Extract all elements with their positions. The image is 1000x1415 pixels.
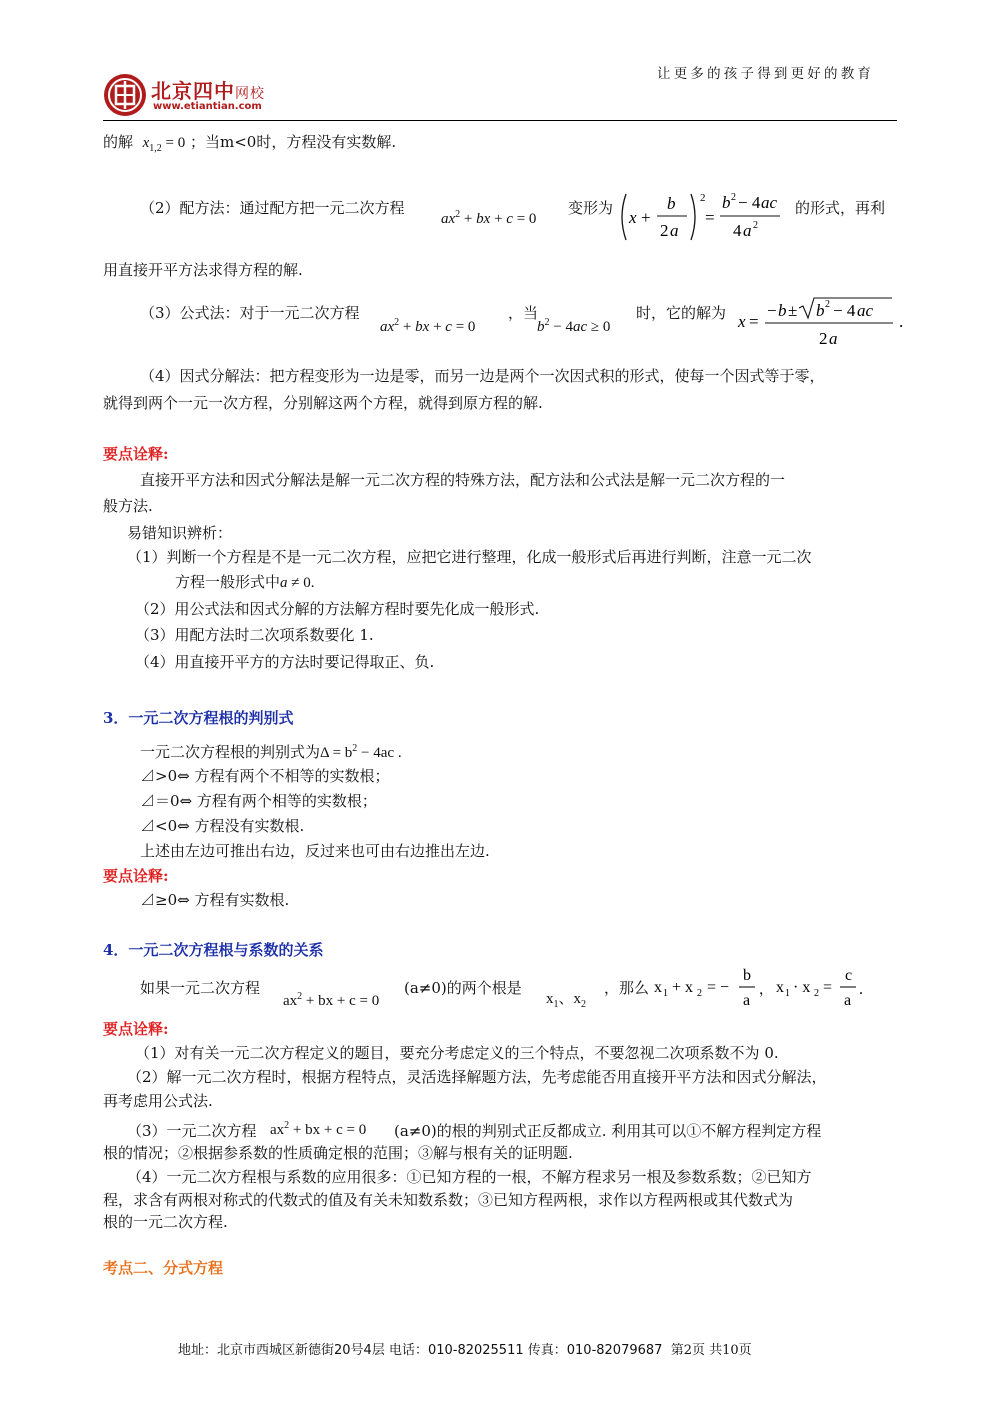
svg-text:2: 2 — [814, 988, 819, 999]
svg-text:− 4: − 4 — [738, 193, 761, 212]
paragraph-4-line1: （4）因式分解法：把方程变形为一边是零，而另一边是两个一次因式积的形式，使每一个因式等于零， — [140, 367, 825, 385]
svg-text:x: x — [776, 979, 784, 996]
note-title-3: 要点诠释: — [103, 1020, 169, 1038]
discriminant-condition: $b^2 - 4ac \ge 0$ — [537, 317, 611, 335]
section-4-note4b: 程，求含有两根对称式的代数式的值及有关未知数系数；③已知方程两根，求作以方程两根或其代数式为 — [103, 1191, 794, 1209]
svg-text:x: x — [654, 979, 662, 996]
equation-general-2: $ax^2$ + bx + c = 0 — [380, 317, 476, 335]
section-4-note3a: （3）一元二次方程 — [127, 1122, 257, 1140]
completed-square-formula — [616, 188, 791, 246]
roots-x1-x2: $x_1$、$x_2$ — [546, 989, 587, 1010]
svg-text:±: ± — [788, 301, 798, 320]
footer — [178, 1339, 752, 1358]
equation-general-4: $ax^2$ + bx + c = 0 — [270, 1120, 367, 1138]
paragraph-2-tail: 的形式，再利 — [795, 199, 886, 217]
logo-url: www.etiantian.com — [153, 101, 262, 112]
quadratic-formula — [736, 294, 908, 350]
svg-text:2: 2 — [819, 329, 828, 348]
header-slogan: 让更多的孩子得到更好的教育 — [657, 66, 875, 82]
note-1-line7: （3）用配方法时二次项系数要化 1. — [135, 626, 374, 644]
paragraph-3-comma: ，当 — [508, 304, 539, 322]
svg-text:b: b — [667, 194, 676, 213]
logo-emblem-icon — [103, 73, 147, 117]
svg-text:2: 2 — [700, 192, 706, 204]
svg-text:a: a — [743, 221, 752, 240]
note-1-line4: （1）判断一个方程是不是一元二次方程，应把它进行整理，化成一般形式后再进行判断，注意一元二次 — [127, 548, 812, 566]
section-4-note3c: 根的情况；②根据参系数的性质确定根的范围；③解与根有关的证明题. — [103, 1144, 573, 1162]
svg-text:x: x — [738, 312, 746, 331]
logo-title: 北京四中网校 — [151, 79, 265, 103]
svg-text:2: 2 — [825, 299, 830, 310]
paragraph-3-tail: 时，它的解为 — [636, 304, 727, 322]
svg-text:a: a — [743, 992, 751, 1009]
note-title-1: 要点诠释: — [103, 445, 169, 463]
vieta-formulas — [652, 964, 867, 1014]
section-4-line1a: 如果一元二次方程 — [140, 979, 261, 997]
paragraph-1: 的解 $x_{1,2} = 0$ ；当m<0时，方程没有实数解. — [103, 133, 397, 154]
svg-text:a: a — [829, 329, 838, 348]
svg-text:x: x — [629, 208, 637, 227]
paragraph-4-line2: 就得到两个一元一次方程，分别解这两个方程，就得到原方程的解. — [103, 394, 543, 412]
header-divider — [103, 120, 897, 121]
section-3-line1: 一元二次方程根的判别式为$\Delta = b^2 - 4ac$ . — [140, 743, 402, 761]
svg-text:2: 2 — [731, 192, 736, 203]
svg-text:−: − — [767, 301, 777, 320]
svg-text:2: 2 — [753, 220, 758, 231]
svg-text:=: = — [705, 208, 715, 227]
section-4-line1b: (a≠0)的两个根是 — [404, 979, 522, 997]
svg-text:2: 2 — [660, 221, 669, 240]
section-4-note2b: 再考虑用公式法. — [103, 1092, 213, 1110]
section-4-note4c: 根的一元二次方程. — [103, 1213, 228, 1231]
svg-text:=: = — [823, 979, 833, 996]
paragraph-2-line2: 用直接开平方法求得方程的解. — [103, 261, 303, 279]
svg-text:1: 1 — [785, 988, 790, 999]
svg-text:ac: ac — [761, 193, 778, 212]
paragraph-2-line1: （2）配方法：通过配方把一元二次方程 — [140, 199, 405, 217]
section-3-line4: ⊿<0⇔ 方程没有实数根. — [140, 817, 305, 835]
note-1-line1: 直接开平方法和因式分解法是解一元二次方程的特殊方法，配方法和公式法是解一元二次方程的一 — [140, 471, 786, 489]
svg-text:c: c — [845, 967, 853, 984]
note-1-line5: 方程一般形式中a ≠ 0. — [175, 573, 315, 591]
paragraph-2-text: 变形为 — [568, 199, 614, 217]
svg-text:= −: = − — [707, 979, 730, 996]
section-3-line5: 上述由左边可推出右边，反过来也可由右边推出左边. — [140, 842, 490, 860]
note-1-line3: 易错知识辨析： — [127, 524, 233, 542]
svg-text:a: a — [844, 992, 852, 1009]
paragraph-3-text: （3）公式法：对于一元二次方程 — [140, 304, 360, 322]
footer-address: 地址：北京市西城区新德街20号4层 电话：010-82025511 传真：010-82079687 — [178, 1343, 663, 1358]
svg-text:− 4: − 4 — [833, 301, 856, 320]
svg-text:.: . — [899, 312, 904, 331]
equation-general-3: $ax^2$ + bx + c = 0 — [283, 991, 380, 1009]
svg-text:4: 4 — [733, 221, 742, 240]
footer-page: 第2页 共10页 — [670, 1343, 752, 1358]
svg-text:b: b — [722, 193, 731, 212]
svg-text:b: b — [778, 301, 787, 320]
svg-text:，: ， — [759, 982, 773, 998]
section-4-note1: （1）对有关一元二次方程定义的题目，要充分考虑定义的三个特点，不要忽视二次项系数不为 0. — [135, 1044, 779, 1062]
section-3-note: ⊿≥0⇔ 方程有实数根. — [140, 891, 290, 909]
section-4-note3b: (a≠0)的根的判别式正反都成立. 利用其可以①不解方程判定方程 — [394, 1122, 822, 1140]
note-1-line6: （2）用公式法和因式分解的方法解方程时要先化成一般形式. — [135, 600, 540, 618]
svg-text:1: 1 — [663, 988, 668, 999]
svg-text:· x: · x — [793, 979, 811, 996]
svg-text:+ x: + x — [672, 979, 694, 996]
equation-general: $ax^2$ + bx + c = 0 — [441, 209, 537, 227]
svg-text:.: . — [859, 981, 863, 998]
section-4-line1c: ，那么 — [604, 979, 650, 997]
section-3-title: 3．一元二次方程根的判别式 — [103, 709, 294, 727]
section-4-title: 4．一元二次方程根与系数的关系 — [103, 941, 324, 959]
note-1-line8: （4）用直接开平方的方法时要记得取正、负. — [135, 653, 435, 671]
section-4-note2a: （2）解一元二次方程时，根据方程特点，灵活选择解题方法，先考虑能否用直接开平方法和因式分解法， — [127, 1068, 827, 1086]
svg-text:=: = — [749, 312, 759, 331]
note-title-2: 要点诠释: — [103, 867, 169, 885]
section-4-note4a: （4）一元二次方程根与系数的应用很多：①已知方程的一根，不解方程求另一根及参数系数；②已知方 — [127, 1168, 812, 1186]
section-5-title: 考点二、分式方程 — [103, 1259, 224, 1277]
svg-text:b: b — [816, 301, 825, 320]
svg-text:+: + — [641, 208, 651, 227]
svg-text:b: b — [743, 967, 751, 984]
section-3-line3: ⊿＝0⇔ 方程有两个相等的实数根； — [140, 792, 377, 810]
svg-text:2: 2 — [697, 988, 702, 999]
section-3-line2: ⊿>0⇔ 方程有两个不相等的实数根； — [140, 767, 390, 785]
note-1-line2: 般方法. — [103, 497, 153, 515]
svg-text:ac: ac — [857, 301, 874, 320]
logo — [103, 73, 303, 119]
svg-text:a: a — [670, 221, 679, 240]
